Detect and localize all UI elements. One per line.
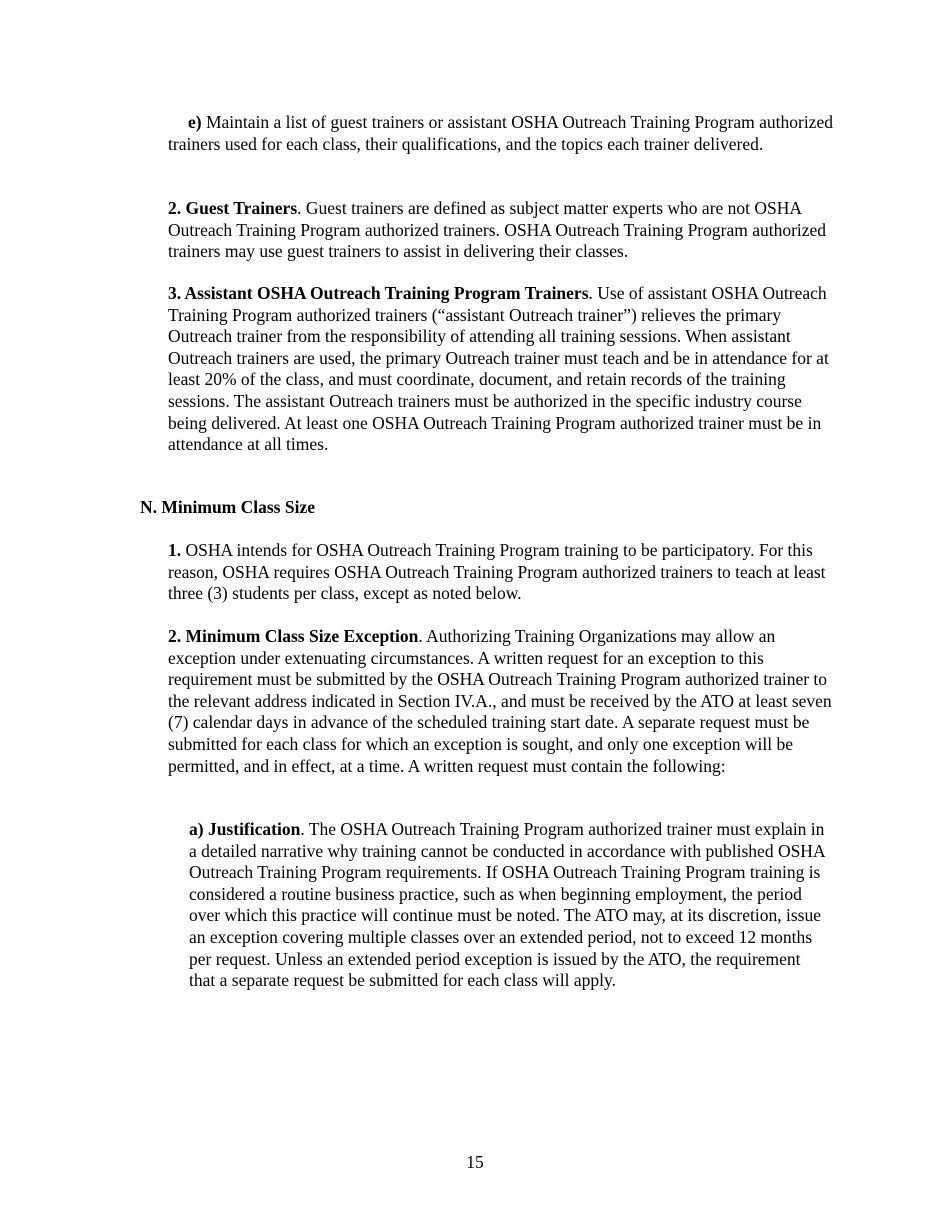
paragraph-assistant-trainers	[168, 283, 836, 456]
paragraph-item-e	[168, 112, 836, 155]
section-heading-minimum-class-size: N. Minimum Class Size	[140, 497, 315, 517]
paragraph-justification	[189, 819, 829, 992]
paragraph-n-item-2	[168, 626, 836, 777]
justification-lead: a) Justification	[189, 819, 301, 839]
justification-text: . The OSHA Outreach Training Program authorized trainer must explain in a detailed narrative why training cannot be conducted in accordance with published OSHA Outreach Training Program requirements. If OSHA Outreach Training Program training is considered a routine business practice, such as when beginning employment, the period over which this practice will continue must be noted. The ATO may, at its discretion, issue an exception covering multiple classes over an extended period, not to exceed 12 months per request. Unless an extended period exception is issued by the ATO, the requirement that a separate request be submitted for each class will apply.	[189, 819, 825, 991]
n-item-2-text: . Authorizing Training Organizations may allow an exception under extenuating circumstances. A written request for an exception to this requirement must be submitted by the OSHA Outreach Training Program authorized trainer to the relevant address indicated in Section IV.A., and must be received by the ATO at least seven (7) calendar days in advance of the scheduled training start date. A separate request must be submitted for each class for which an exception is sought, and only one exception will be permitted, and in effect, at a time. A written request must contain the following:	[168, 626, 832, 776]
paragraph-guest-trainers	[168, 198, 836, 263]
assistant-trainers-text: . Use of assistant OSHA Outreach Training Program authorized trainers (“assistant Outreach trainer”) relieves the primary Outreach trainer from the responsibility of attending all training sessions. When assistant Outreach trainers are used, the primary Outreach trainer must teach and be in attendance for at least 20% of the class, and must coordinate, document, and retain records of the training sessions. The assistant Outreach trainers must be authorized in the specific industry course being delivered. At least one OSHA Outreach Training Program authorized trainer must be in attendance at all times.	[168, 283, 829, 455]
n-item-1-lead: 1.	[168, 540, 182, 560]
paragraph-n-item-1	[168, 540, 836, 605]
guest-trainers-lead: 2. Guest Trainers	[168, 198, 298, 218]
item-e-lead: e)	[188, 112, 202, 132]
n-item-2-lead: 2. Minimum Class Size Exception	[168, 626, 419, 646]
guest-trainers-text: . Guest trainers are defined as subject matter experts who are not OSHA Outreach Training Program authorized trainers. OSHA Outreach Training Program authorized trainers may use guest trainers to assist in delivering their classes.	[168, 198, 827, 262]
item-e-text: Maintain a list of guest trainers or assistant OSHA Outreach Training Program authorized trainers used for each class, their qualifications, and the topics each trainer delivered.	[168, 112, 833, 154]
n-item-1-text: OSHA intends for OSHA Outreach Training Program training to be participatory. For this reason, OSHA requires OSHA Outreach Training Program authorized trainers to teach at least three (3) students per class, except as noted below.	[168, 540, 826, 604]
assistant-trainers-lead: 3. Assistant OSHA Outreach Training Program Trainers	[168, 283, 589, 303]
page-number: 15	[466, 1152, 484, 1172]
